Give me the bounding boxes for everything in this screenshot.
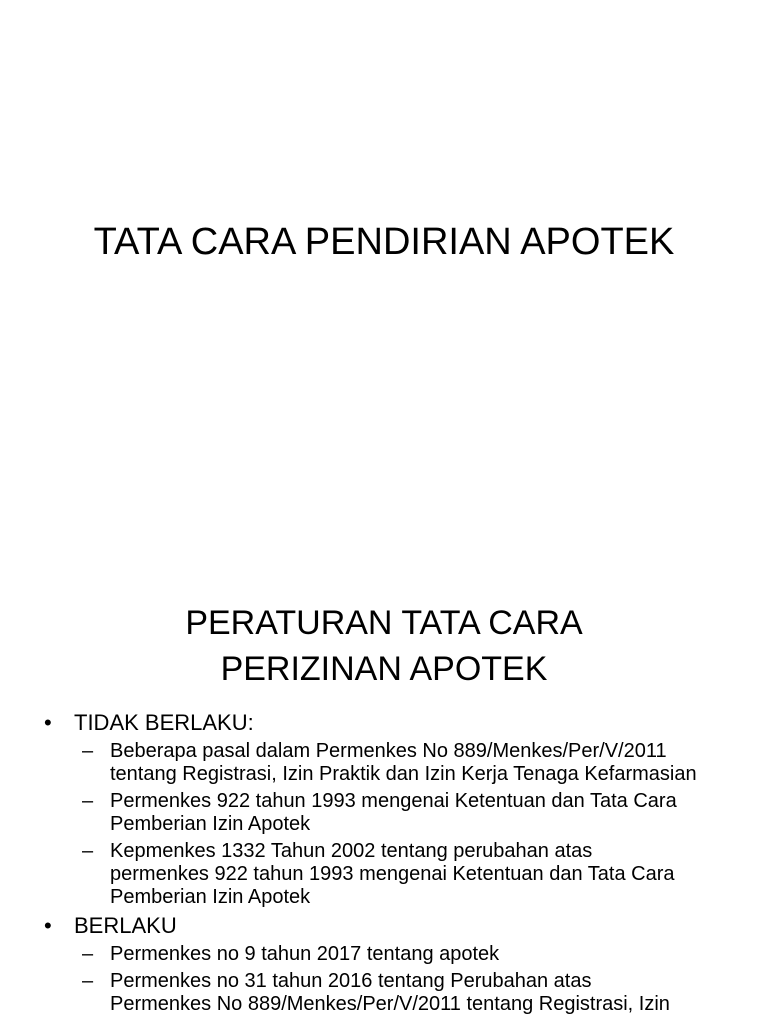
bullet-icon: • [44, 913, 52, 938]
sub-item-line: Pemberian Izin Apotek [110, 886, 311, 908]
bullet-label: TIDAK BERLAKU: [74, 710, 254, 735]
sub-item-line: Kepmenkes 1332 Tahun 2002 tentang perubahan atas [110, 840, 593, 862]
sub-item [82, 943, 744, 966]
sub-item [82, 740, 744, 786]
slide-2-title [0, 600, 768, 692]
dash-icon: – [82, 740, 94, 762]
bullet-item [44, 913, 744, 939]
bullet-icon: • [44, 710, 52, 735]
sub-item [82, 970, 744, 1016]
sub-item-line: Permenkes no 9 tahun 2017 tentang apotek [110, 943, 500, 965]
slide-2-title-line-2: PERIZINAN APOTEK [220, 650, 548, 688]
sub-item-line: Permenkes 922 tahun 1993 mengenai Ketentuan dan Tata Cara [110, 790, 677, 812]
sub-item-line: Pemberian Izin Apotek [110, 813, 311, 835]
slide-1-title: TATA CARA PENDIRIAN APOTEK [93, 221, 675, 263]
sub-item-line: permenkes 922 tahun 1993 mengenai Ketentuan dan Tata Cara [110, 863, 675, 885]
sub-item-line: tentang Registrasi, Izin Praktik dan Izin Kerja Tenaga Kefarmasian [110, 763, 697, 785]
bullet-item [44, 710, 744, 736]
bullet-label: BERLAKU [74, 913, 177, 938]
dash-icon: – [82, 943, 94, 965]
sub-item [82, 840, 744, 909]
dash-icon: – [82, 840, 94, 862]
slide-2-content [44, 710, 744, 1020]
sub-item-line: Permenkes No 889/Menkes/Per/V/2011 tentang Registrasi, Izin [110, 993, 670, 1015]
slide-2-title-line-1: PERATURAN TATA CARA [185, 604, 583, 642]
sub-item-line: Permenkes no 31 tahun 2016 tentang Perubahan atas [110, 970, 592, 992]
sub-item-line: Beberapa pasal dalam Permenkes No 889/Menkes/Per/V/2011 [110, 740, 667, 762]
dash-icon: – [82, 970, 94, 992]
slide-2 [0, 540, 768, 1024]
dash-icon: – [82, 790, 94, 812]
sub-item [82, 790, 744, 836]
